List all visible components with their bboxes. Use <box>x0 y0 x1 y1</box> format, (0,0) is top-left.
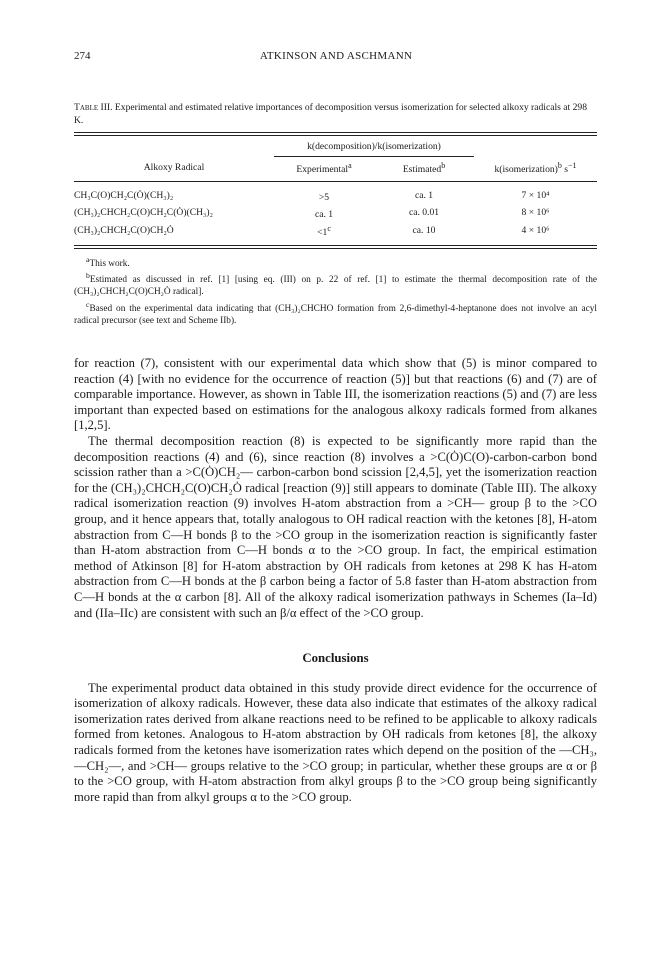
cell-experimental: $<1^c$ <box>317 223 331 238</box>
page-number: 274 <box>74 50 91 62</box>
table-span-header-row <box>74 136 597 157</box>
cell-radical: CH₃C(O)CH₂C(Ȯ)(CH₃)₂ <box>74 190 174 202</box>
running-header <box>74 50 598 66</box>
cell-radical: (CH₃)₂CHCH₂C(O)CH₂C(Ȯ)(CH₃)₂ <box>74 207 213 219</box>
cell-k-isomerization: 4 × 10⁶ <box>521 224 550 236</box>
footnote: $^a$This work. <box>86 254 130 269</box>
cell-experimental: >5 <box>318 192 330 204</box>
column-header-experimental: Experimental$^a$ <box>296 161 352 176</box>
cell-estimated: ca. 0.01 <box>408 207 440 219</box>
table-iii <box>74 102 597 327</box>
cell-k-isomerization: 8 × 10⁶ <box>521 207 550 219</box>
column-header-alkoxy-radical: Alkoxy Radical <box>143 161 205 173</box>
body-paragraph: The thermal decomposition reaction (8) is expected to be significantly more rapid than the decomposition reactions (4) and (6), since reaction (8) involves a >C(Ȯ)C(O)-carbon-carbon bond scission rather than a >C(Ȯ)CH₂— carbon-carbon bond scission [2,4,5], yet the isomerization reaction for the (CH₃)₂CHCH₂C(O)CH₂Ȯ radical [reaction (9)] still appears to dominate (Table III). The alkoxy radical isomerization reaction (9) involves H-atom abstraction from a >CH— group β to the >CO group, and it hence appears that, totally analogous to OH radical reaction with the ketones [8], H-atom abstraction from C—H bonds β to the >CO group in the isomerization reaction is significantly faster than H-atom abstraction from C—H bonds α to the >CO group. In fact, the empirical estimation method of Atkinson [8] for H-atom abstraction by OH radicals from ketones at 298 K has H-atom abstraction from C—H bonds at the β carbon being a factor of 5.8 faster than H-atom abstraction from C—H bonds at the α carbon [8]. All of the alkoxy radical isomerization pathways in Schemes (Ia–Id) and (IIa–IIc) are consistent with such an β/α effect of the >CO group. <box>74 433 597 620</box>
footnote: $^c$Based on the experimental data indicating that (CH₃)₂CHCHO formation from 2,6-dimethyl-4-heptanone does not involve an acyl radical precursor (see text and Scheme IIb). <box>74 299 597 326</box>
running-title: ATKINSON AND ASCHMANN <box>259 50 413 62</box>
body-paragraph: The experimental product data obtained in this study provide direct evidence for the occurrence of isomerization of alkoxy radicals. However, these data also indicate that estimates of the alkoxy radical isomerization rates derived from alkane reactions need to be refined to be applicable to alkoxy radicals formed from ketones. Analogous to H-atom abstraction by OH radicals from ketones [8], the alkoxy radicals formed from the ketones have isomerization rates which depend on the position of the —CH₃, —CH₂—, and >CH— groups relative to the >CO group; in particular, whether these groups are α or β to the >CO group, with H-atom abstraction from alkyl groups β to the >CO group being significantly more rapid than from alkyl groups α to the >CO group. <box>74 680 597 804</box>
table-caption-text: Experimental and estimated relative importances of decomposition versus isomerization for selected alkoxy radicals at 298 K. <box>74 102 588 126</box>
cell-experimental: ca. 1 <box>314 209 334 221</box>
table-row <box>74 222 597 245</box>
cell-k-isomerization: 7 × 10⁴ <box>521 190 550 202</box>
body-text <box>74 356 597 805</box>
body-paragraph: for reaction (7), consistent with our experimental data which show that (5) is minor compared to reaction (4) [with no evidence for the occurrence of reaction (5)] but that reactions (6) and (7) are of comparable importance. However, as shown in Table III, the isomerization reactions (5) and (7) are less important than expected based on estimations for the analogous alkoxy radicals formed from alkanes [1,2,5]. <box>74 356 597 433</box>
footnote: $^b$Estimated as discussed in ref. [1] [using eq. (III) on p. 22 of ref. [1] to estimate the thermal decomposition rate of the (CH₃)₂CHCH₂C(O)CH₂Ȯ radical]. <box>74 271 597 298</box>
table-row <box>74 182 597 204</box>
cell-estimated: ca. 1 <box>414 190 434 202</box>
cell-radical: (CH₃)₂CHCH₂C(O)CH₂Ȯ <box>74 224 174 236</box>
section-heading-conclusions: Conclusions <box>302 651 369 666</box>
column-header-estimated: Estimated$^b$ <box>402 161 446 176</box>
table-column-header-row <box>74 157 597 182</box>
span-header: k(decomposition)/k(isomerization) <box>274 136 474 157</box>
column-header-k-isomerization: k(isomerization)$^b$ $s^{-1}$ <box>494 160 577 175</box>
table-caption <box>74 102 597 127</box>
table-row <box>74 204 597 221</box>
cell-estimated: ca. 10 <box>412 224 436 236</box>
table-footnotes <box>74 254 597 327</box>
table-caption-label: Table III. <box>74 102 113 113</box>
data-table <box>74 136 597 245</box>
table-bottom-rule <box>74 245 597 249</box>
